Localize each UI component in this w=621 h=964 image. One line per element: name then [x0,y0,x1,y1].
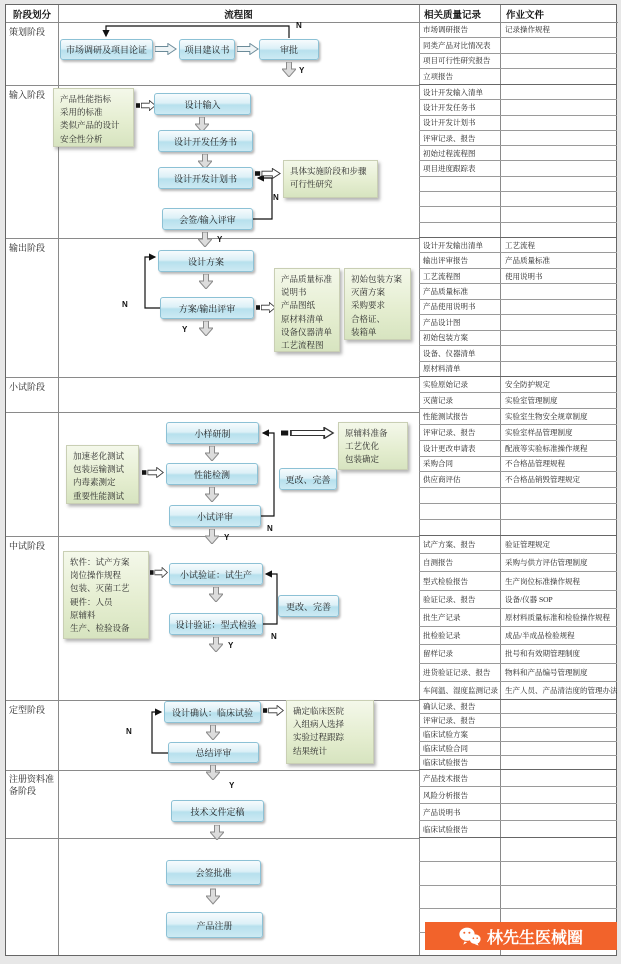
note-pilot-resources [63,551,149,639]
stage-label-output: 输出阶段 [9,243,46,253]
quality-record-cell: 批生产记录 [423,612,461,622]
quality-record-cell: 确认记录、报告 [423,702,476,711]
work-doc-cell: 生产人员、产品清洁度的管理办法 [505,685,617,695]
flow-box-clinical-trial: 设计确认：临床试验 [164,701,261,723]
quality-record-cell: 初始过程流程图 [423,148,476,158]
work-doc-cell: 产品质量标准 [505,256,550,266]
block-arrow-right-icon [136,100,156,111]
flow-box-product-registration: 产品注册 [166,912,263,938]
column-header-stage: 阶段划分 [12,10,51,21]
flow-box-design-scheme: 设计方案 [158,250,254,272]
note-line: 可行性研究 [290,179,333,190]
work-doc-cell: 实验室生物安全规章制度 [505,411,588,421]
watermark-banner [425,922,617,950]
note-line: 包装运输测试 [73,464,125,475]
work-doc-cell: 成品/半成品检验规程 [505,631,575,641]
note-line: 原辅料准备 [345,428,388,438]
quality-record-cell: 风险分析报告 [423,790,468,800]
quality-record-cell: 同类产品对比情况表 [423,40,491,50]
down-arrow-icon [199,321,213,336]
quality-record-cell: 设备、仪器清单 [423,348,476,358]
note-implementation-steps [283,160,378,198]
flow-box-performance-test: 性能检测 [166,463,258,485]
work-doc-cell: 批号和有效期管理制度 [505,649,580,659]
stage-label-plan: 策划阶段 [9,27,46,37]
work-doc-cell: 物料和产品编号管理制度 [505,667,588,677]
note-raw-material-prep [338,422,408,470]
quality-record-cell: 试产方案、报告 [423,540,476,550]
flow-box-design-input: 设计输入 [154,93,251,115]
quality-record-cell: 项目可行性研究报告 [423,56,491,66]
process-table-sheet [5,4,617,956]
quality-record-cell: 性能测试报告 [423,411,468,421]
watermark-text: 林先生医械圈 [486,929,583,947]
quality-record-cell: 输出评审报告 [423,256,468,266]
down-arrow-icon [209,587,223,602]
note-line: 采用的标准 [60,107,103,118]
down-arrow-icon [206,725,220,740]
quality-record-cell: 工艺流程图 [423,271,461,281]
note-line: 安全性分析 [60,133,103,144]
wechat-icon [459,927,481,946]
note-line: 工艺优化 [345,441,380,452]
quality-record-cell: 产品质量标准 [423,287,468,297]
down-arrow-icon [205,487,219,502]
stage-label-pilot: 中试阶段 [9,541,46,551]
stage-label-small-trial: 小试阶段 [9,382,46,392]
down-arrow-icon [199,274,213,289]
note-clinical-plan [286,700,374,764]
quality-record-cell: 产品说明书 [423,807,461,817]
note-line: 工艺流程图 [281,339,324,350]
flow-box-design-plan: 设计开发计划书 [158,167,253,189]
down-arrow-icon [206,888,220,905]
down-arrow-icon [206,765,220,780]
work-doc-cell: 记录操作规程 [505,24,550,34]
stage-label-input: 输入阶段 [9,90,46,100]
note-line: 产品性能指标 [60,94,112,104]
branch-label-n: N [273,193,279,202]
work-doc-cell: 安全防护规定 [505,379,550,389]
flow-box-output-review: 方案/输出评审 [160,297,254,319]
flow-box-modify-improve: 更改、完善 [279,468,337,490]
note-line: 硬件：人员 [70,596,113,607]
block-arrow-right-icon [281,427,335,439]
branch-label-y: Y [182,325,188,334]
branch-label-y: Y [299,66,305,75]
note-line: 实验过程跟踪 [293,732,345,743]
work-doc-cell: 验证管理规定 [505,540,550,550]
down-arrow-icon [205,529,219,544]
block-arrow-right-icon [155,43,177,55]
block-arrow-right-icon [142,467,164,478]
note-line: 说明书 [281,287,307,298]
note-line: 类似产品的设计 [60,120,120,131]
quality-record-cell: 临床试验合同 [423,744,468,753]
work-doc-cell: 使用说明书 [505,271,543,281]
flow-box-input-review: 会签/输入评审 [162,208,253,230]
work-doc-cell: 采购与供方评估管理制度 [505,558,588,568]
quality-record-cell: 供应商评估 [423,475,461,485]
flow-box-design-task: 设计开发任务书 [158,130,253,152]
quality-record-cell: 型式检验报告 [423,576,468,586]
note-output-docs [274,268,340,352]
branch-label-n: N [267,524,273,533]
flow-box-countersign-approval: 会签批准 [166,860,261,885]
note-line: 岗位操作规程 [70,570,122,581]
quality-record-cell: 原材料清单 [423,364,461,374]
quality-record-cell: 产品设计图 [423,317,461,327]
down-arrow-icon [205,446,219,461]
block-arrow-right-icon [150,567,168,578]
note-line: 原材料清单 [281,313,324,324]
column-header-records: 相关质量记录 [424,10,482,21]
note-line: 装箱单 [351,326,377,337]
quality-record-cell: 验证记录、报告 [423,594,476,604]
branch-label-y: Y [217,235,223,244]
flow-box-design-verification: 设计验证：型式检验 [169,613,263,635]
note-line: 灭菌方案 [351,287,386,298]
stage-label-register: 注册资料准备阶段 [9,774,55,797]
quality-record-cell: 产品技术报告 [423,773,468,783]
quality-record-cell: 临床试验方案 [423,730,468,739]
work-doc-cell: 设备/仪器 SOP [505,594,553,604]
flow-box-summary-review: 总结评审 [168,742,259,763]
work-doc-cell: 实验室管理制度 [505,395,558,405]
quality-record-cell: 评审记录、报告 [423,427,476,437]
branch-label-n: N [122,300,128,309]
down-arrow-icon [198,232,212,247]
note-packaging-docs [344,268,411,340]
note-small-trial-tests [66,445,139,504]
flow-box-tech-file-final: 技术文件定稿 [171,800,264,822]
branch-label-y: Y [224,533,230,542]
work-doc-cell: 原材料质量标准和检验操作规程 [505,612,610,622]
note-line: 产品图纸 [281,300,316,311]
branch-label-y: Y [228,641,234,650]
note-line: 重要性能测试 [73,490,125,501]
work-doc-cell: 不合格品管理规程 [505,459,565,469]
quality-record-cell: 自测报告 [423,558,453,568]
quality-record-cell: 项目进度跟踪表 [423,164,476,174]
branch-label-n: N [126,727,132,736]
note-line: 初始包装方案 [351,274,403,284]
block-arrow-right-icon [263,705,284,716]
note-line: 产品质量标准 [281,274,333,284]
work-doc-cell: 工艺流程 [505,240,535,250]
quality-record-cell: 临床试验报告 [423,824,468,834]
block-arrow-right-icon [255,168,281,179]
note-line: 结果统计 [293,745,328,756]
quality-record-cell: 设计开发计划书 [423,118,476,128]
work-doc-cell: 实验室样品管理制度 [505,427,573,437]
stage-label-finalize: 定型阶段 [9,705,46,715]
branch-label-y: Y [229,781,235,790]
quality-record-cell: 评审记录、报告 [423,716,476,725]
flow-box-approval: 审批 [259,39,319,60]
work-doc-cell: 配液等实验标准操作规程 [505,443,588,453]
quality-record-cell: 批检验记录 [423,631,461,641]
flow-box-sample-development: 小样研制 [166,422,259,444]
note-line: 软件：试产方案 [70,557,130,567]
quality-record-cell: 车间温、湿度监测记录 [423,685,498,695]
flow-box-trial-production: 小试验证：试生产 [169,563,263,585]
note-line: 原辅料 [70,609,96,620]
note-line: 内毒素测定 [73,477,116,488]
quality-record-cell: 设计更改申请表 [423,443,476,453]
quality-record-cell: 灭菌记录 [423,395,453,405]
flow-box-small-trial-review: 小试评审 [169,505,261,527]
quality-record-cell: 采购合同 [423,459,453,469]
down-arrow-icon [209,637,223,652]
block-arrow-right-icon [237,43,259,55]
quality-record-cell: 设计开发输出清单 [423,240,483,250]
flow-box-modify-improve: 更改、完善 [278,595,339,617]
quality-record-cell: 进货验证记录、报告 [423,667,491,677]
down-arrow-icon [210,825,224,840]
block-arrow-right-icon [256,302,276,313]
quality-record-cell: 初始包装方案 [423,333,468,343]
down-arrow-icon [282,62,296,77]
note-input-sources [53,88,134,147]
note-line: 合格证、 [351,313,386,324]
branch-label-n: N [271,632,277,641]
note-line: 采购要求 [351,300,386,311]
column-header-flowchart: 流程图 [224,10,253,21]
branch-label-n: N [296,21,302,30]
quality-record-cell: 产品使用说明书 [423,302,476,312]
note-line: 包装确定 [345,454,380,465]
quality-record-cell: 留样记录 [423,649,453,659]
note-line: 确定临床医院 [293,706,345,716]
note-line: 入组病人选择 [293,719,345,730]
quality-record-cell: 实验原始记录 [423,379,468,389]
quality-record-cell: 设计开发输入清单 [423,87,483,97]
note-line: 生产、检验设备 [70,622,130,633]
note-line: 加速老化测试 [73,451,125,461]
work-doc-cell: 生产岗位标准操作规程 [505,576,580,586]
column-header-docs: 作业文件 [506,10,545,21]
note-line: 具体实施阶段和步骤 [290,166,367,176]
flow-box-market-research: 市场调研及项目论证 [60,39,153,60]
quality-record-cell: 临床试验报告 [423,758,468,767]
work-doc-cell: 不合格品销毁管理规定 [505,475,580,485]
quality-record-cell: 立项报告 [423,72,453,82]
flow-box-project-proposal: 项目建议书 [179,39,235,60]
note-line: 设备仪器清单 [281,326,333,337]
quality-record-cell: 设计开发任务书 [423,102,476,112]
quality-record-cell: 市场调研报告 [423,24,468,34]
note-line: 包装、灭菌工艺 [70,583,130,594]
quality-record-cell: 评审记录、报告 [423,133,476,143]
